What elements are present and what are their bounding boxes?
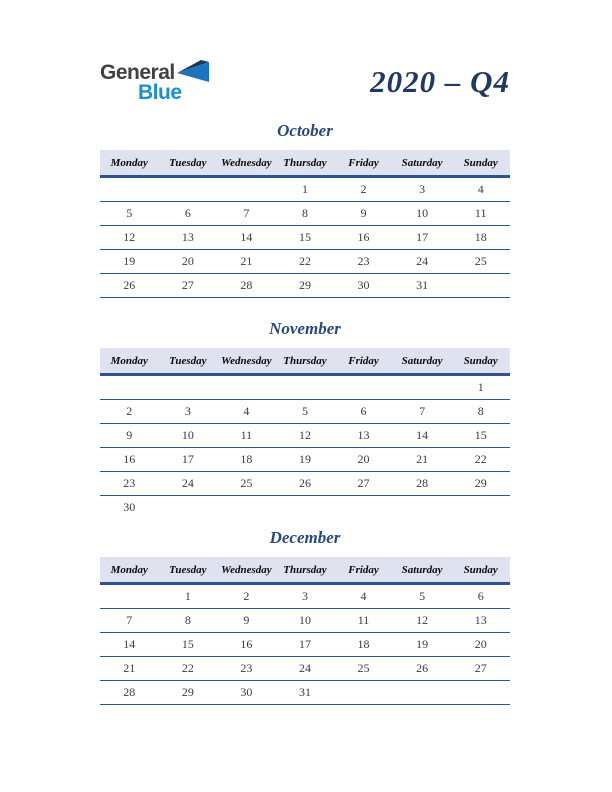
day-cell: 18 bbox=[217, 448, 276, 472]
day-cell: 7 bbox=[217, 202, 276, 226]
day-cell: 1 bbox=[276, 177, 335, 202]
day-cell: 21 bbox=[100, 657, 159, 681]
logo-text-blue: Blue bbox=[138, 81, 182, 104]
day-cell: 2 bbox=[217, 584, 276, 609]
weekday-header-row bbox=[100, 557, 510, 584]
day-cell: 22 bbox=[276, 250, 335, 274]
day-cell: 24 bbox=[159, 472, 218, 496]
day-cell: 13 bbox=[451, 609, 510, 633]
day-cell: 21 bbox=[217, 250, 276, 274]
weekday-header: Monday bbox=[100, 557, 159, 584]
day-cell: 23 bbox=[334, 250, 393, 274]
weekday-header: Tuesday bbox=[159, 150, 218, 177]
day-cell bbox=[100, 375, 159, 400]
day-cell: 28 bbox=[100, 681, 159, 705]
day-cell bbox=[217, 496, 276, 520]
day-cell: 8 bbox=[451, 400, 510, 424]
day-cell: 6 bbox=[159, 202, 218, 226]
day-cell: 29 bbox=[451, 472, 510, 496]
day-cell: 23 bbox=[217, 657, 276, 681]
week-row bbox=[100, 424, 510, 448]
weekday-header: Tuesday bbox=[159, 557, 218, 584]
day-cell: 31 bbox=[393, 274, 452, 298]
day-cell bbox=[159, 496, 218, 520]
day-cell: 26 bbox=[100, 274, 159, 298]
day-cell: 16 bbox=[217, 633, 276, 657]
november-month-block bbox=[100, 319, 510, 519]
day-cell: 10 bbox=[276, 609, 335, 633]
weekday-header: Monday bbox=[100, 150, 159, 177]
weekday-header: Saturday bbox=[393, 557, 452, 584]
page-header bbox=[0, 0, 612, 103]
day-cell: 26 bbox=[276, 472, 335, 496]
day-cell: 1 bbox=[159, 584, 218, 609]
day-cell bbox=[334, 681, 393, 705]
week-row bbox=[100, 448, 510, 472]
day-cell: 30 bbox=[217, 681, 276, 705]
day-cell: 19 bbox=[393, 633, 452, 657]
day-cell: 28 bbox=[393, 472, 452, 496]
day-cell bbox=[100, 177, 159, 202]
week-row bbox=[100, 496, 510, 520]
weekday-header: Sunday bbox=[451, 150, 510, 177]
week-row bbox=[100, 657, 510, 681]
weekday-header: Thursday bbox=[276, 557, 335, 584]
month-title: November bbox=[269, 319, 341, 338]
day-cell: 22 bbox=[159, 657, 218, 681]
week-row bbox=[100, 584, 510, 609]
day-cell: 14 bbox=[100, 633, 159, 657]
day-cell: 26 bbox=[393, 657, 452, 681]
weekday-header: Saturday bbox=[393, 348, 452, 375]
day-cell: 27 bbox=[334, 472, 393, 496]
october-calendar-table bbox=[100, 150, 510, 298]
week-row bbox=[100, 250, 510, 274]
day-cell bbox=[217, 177, 276, 202]
day-cell bbox=[276, 496, 335, 520]
day-cell: 10 bbox=[159, 424, 218, 448]
day-cell: 6 bbox=[451, 584, 510, 609]
day-cell: 18 bbox=[451, 226, 510, 250]
week-row bbox=[100, 400, 510, 424]
day-cell bbox=[393, 375, 452, 400]
day-cell: 11 bbox=[451, 202, 510, 226]
day-cell: 20 bbox=[451, 633, 510, 657]
day-cell: 29 bbox=[276, 274, 335, 298]
weekday-header: Wednesday bbox=[217, 150, 276, 177]
week-row bbox=[100, 609, 510, 633]
day-cell: 16 bbox=[334, 226, 393, 250]
day-cell: 5 bbox=[276, 400, 335, 424]
day-cell: 24 bbox=[276, 657, 335, 681]
day-cell bbox=[276, 375, 335, 400]
day-cell: 11 bbox=[334, 609, 393, 633]
day-cell: 28 bbox=[217, 274, 276, 298]
month-title: December bbox=[269, 528, 341, 547]
day-cell bbox=[451, 496, 510, 520]
weekday-header: Sunday bbox=[451, 557, 510, 584]
week-row bbox=[100, 202, 510, 226]
day-cell: 17 bbox=[276, 633, 335, 657]
day-cell: 15 bbox=[451, 424, 510, 448]
october-month-block bbox=[100, 121, 510, 298]
day-cell: 21 bbox=[393, 448, 452, 472]
weekday-header: Friday bbox=[334, 348, 393, 375]
day-cell: 9 bbox=[100, 424, 159, 448]
day-cell bbox=[159, 375, 218, 400]
weekday-header: Wednesday bbox=[217, 348, 276, 375]
day-cell: 27 bbox=[451, 657, 510, 681]
december-calendar-table bbox=[100, 557, 510, 705]
day-cell: 22 bbox=[451, 448, 510, 472]
weekday-header: Thursday bbox=[276, 150, 335, 177]
day-cell: 3 bbox=[159, 400, 218, 424]
day-cell bbox=[451, 274, 510, 298]
week-row bbox=[100, 375, 510, 400]
day-cell: 20 bbox=[159, 250, 218, 274]
day-cell: 4 bbox=[451, 177, 510, 202]
weekday-header: Friday bbox=[334, 557, 393, 584]
day-cell: 1 bbox=[451, 375, 510, 400]
day-cell bbox=[100, 584, 159, 609]
day-cell: 14 bbox=[217, 226, 276, 250]
day-cell bbox=[393, 496, 452, 520]
day-cell: 12 bbox=[393, 609, 452, 633]
day-cell: 9 bbox=[334, 202, 393, 226]
week-row bbox=[100, 472, 510, 496]
day-cell: 12 bbox=[100, 226, 159, 250]
november-calendar-table bbox=[100, 348, 510, 519]
weekday-header-row bbox=[100, 150, 510, 177]
day-cell: 25 bbox=[217, 472, 276, 496]
week-row bbox=[100, 633, 510, 657]
day-cell: 3 bbox=[276, 584, 335, 609]
day-cell: 7 bbox=[100, 609, 159, 633]
week-row bbox=[100, 274, 510, 298]
day-cell: 31 bbox=[276, 681, 335, 705]
day-cell: 19 bbox=[100, 250, 159, 274]
quarter-title: 2020 – Q4 bbox=[370, 64, 510, 99]
logo-text-general: General bbox=[100, 61, 175, 84]
calendar-months bbox=[0, 121, 612, 705]
day-cell: 5 bbox=[100, 202, 159, 226]
day-cell bbox=[393, 681, 452, 705]
weekday-header: Sunday bbox=[451, 348, 510, 375]
day-cell: 13 bbox=[334, 424, 393, 448]
day-cell: 4 bbox=[334, 584, 393, 609]
day-cell bbox=[217, 375, 276, 400]
day-cell: 8 bbox=[276, 202, 335, 226]
day-cell: 25 bbox=[334, 657, 393, 681]
day-cell: 3 bbox=[393, 177, 452, 202]
day-cell: 6 bbox=[334, 400, 393, 424]
week-row bbox=[100, 681, 510, 705]
day-cell: 19 bbox=[276, 448, 335, 472]
general-blue-logo bbox=[100, 62, 210, 103]
day-cell: 29 bbox=[159, 681, 218, 705]
day-cell: 11 bbox=[217, 424, 276, 448]
day-cell: 8 bbox=[159, 609, 218, 633]
day-cell: 10 bbox=[393, 202, 452, 226]
day-cell: 17 bbox=[393, 226, 452, 250]
day-cell bbox=[334, 375, 393, 400]
day-cell: 15 bbox=[159, 633, 218, 657]
day-cell: 5 bbox=[393, 584, 452, 609]
day-cell: 23 bbox=[100, 472, 159, 496]
weekday-header: Thursday bbox=[276, 348, 335, 375]
day-cell: 27 bbox=[159, 274, 218, 298]
month-title: October bbox=[277, 121, 333, 140]
day-cell: 2 bbox=[100, 400, 159, 424]
day-cell: 20 bbox=[334, 448, 393, 472]
weekday-header: Saturday bbox=[393, 150, 452, 177]
day-cell bbox=[451, 681, 510, 705]
weekday-header: Monday bbox=[100, 348, 159, 375]
day-cell: 15 bbox=[276, 226, 335, 250]
day-cell: 4 bbox=[217, 400, 276, 424]
weekday-header-row bbox=[100, 348, 510, 375]
day-cell: 17 bbox=[159, 448, 218, 472]
day-cell: 24 bbox=[393, 250, 452, 274]
day-cell bbox=[159, 177, 218, 202]
day-cell: 14 bbox=[393, 424, 452, 448]
december-month-block bbox=[100, 528, 510, 705]
day-cell: 30 bbox=[123, 500, 136, 514]
day-cell: 30 bbox=[334, 274, 393, 298]
week-row bbox=[100, 226, 510, 250]
week-row bbox=[100, 177, 510, 202]
day-cell: 13 bbox=[159, 226, 218, 250]
day-cell: 2 bbox=[334, 177, 393, 202]
weekday-header: Wednesday bbox=[217, 557, 276, 584]
weekday-header: Tuesday bbox=[159, 348, 218, 375]
day-cell: 9 bbox=[217, 609, 276, 633]
day-cell: 18 bbox=[334, 633, 393, 657]
day-cell: 7 bbox=[393, 400, 452, 424]
day-cell: 16 bbox=[100, 448, 159, 472]
day-cell: 12 bbox=[276, 424, 335, 448]
day-cell bbox=[334, 496, 393, 520]
day-cell: 25 bbox=[451, 250, 510, 274]
weekday-header: Friday bbox=[334, 150, 393, 177]
